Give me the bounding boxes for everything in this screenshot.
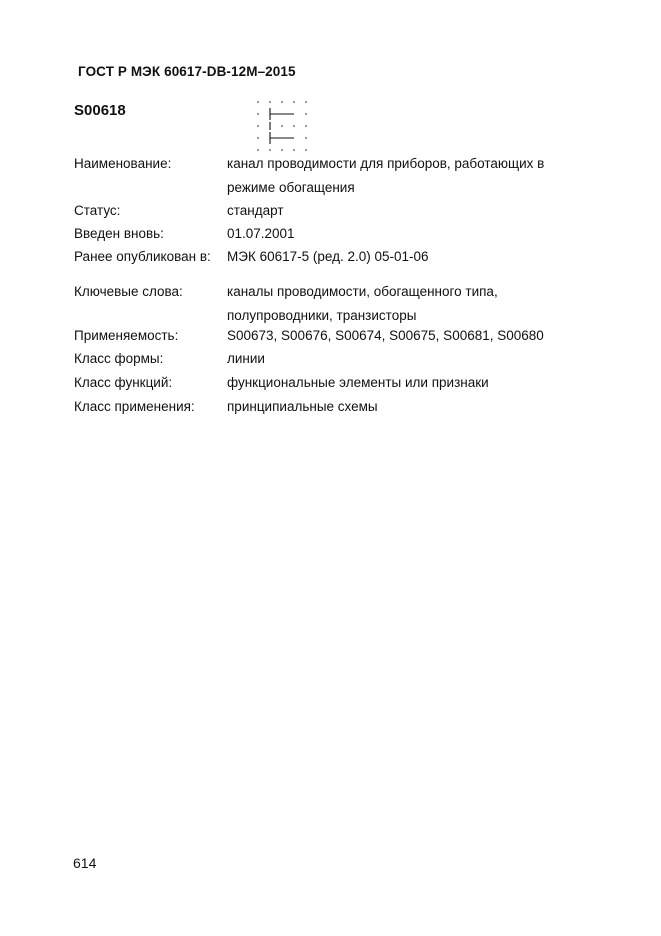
field-value: каналы проводимости, обогащенного типа, полупроводники, транзисторы (227, 284, 498, 323)
field-shape-class (74, 347, 594, 371)
page-number: 614 (73, 855, 97, 871)
field-keywords (74, 280, 594, 328)
field-label: Класс применения: (74, 399, 195, 414)
field-label: Статус: (74, 203, 121, 218)
field-function-class (74, 371, 594, 395)
field-label: Применяемость: (74, 328, 179, 343)
field-label: Класс формы: (74, 351, 164, 366)
symbol-code: S00618 (74, 102, 126, 119)
field-value: стандарт (227, 203, 284, 218)
document-header: ГОСТ Р МЭК 60617-DB-12M–2015 (78, 64, 296, 79)
depletion-channel-symbol-icon (252, 98, 314, 154)
field-label: Наименование: (74, 156, 172, 171)
field-status (74, 199, 594, 223)
field-value: S00673, S00676, S00674, S00675, S00681, S00680 (227, 328, 544, 343)
field-value: канал проводимости для приборов, работающих в режиме обогащения (227, 156, 545, 195)
field-value: линии (227, 351, 265, 366)
field-label: Ключевые слова: (74, 284, 183, 299)
field-applicability (74, 324, 594, 348)
field-introduced (74, 222, 594, 246)
field-value: функциональные элементы или признаки (227, 375, 489, 390)
field-value: 01.07.2001 (227, 226, 295, 241)
field-label: Ранее опубликован в: (74, 249, 211, 264)
field-name (74, 152, 594, 200)
field-label: Класс функций: (74, 375, 173, 390)
field-label: Введен вновь: (74, 226, 164, 241)
field-application-class (74, 395, 594, 419)
field-previously-published (74, 245, 594, 269)
field-value: МЭК 60617-5 (ред. 2.0) 05-01-06 (227, 249, 429, 264)
field-value: принципиальные схемы (227, 399, 378, 414)
